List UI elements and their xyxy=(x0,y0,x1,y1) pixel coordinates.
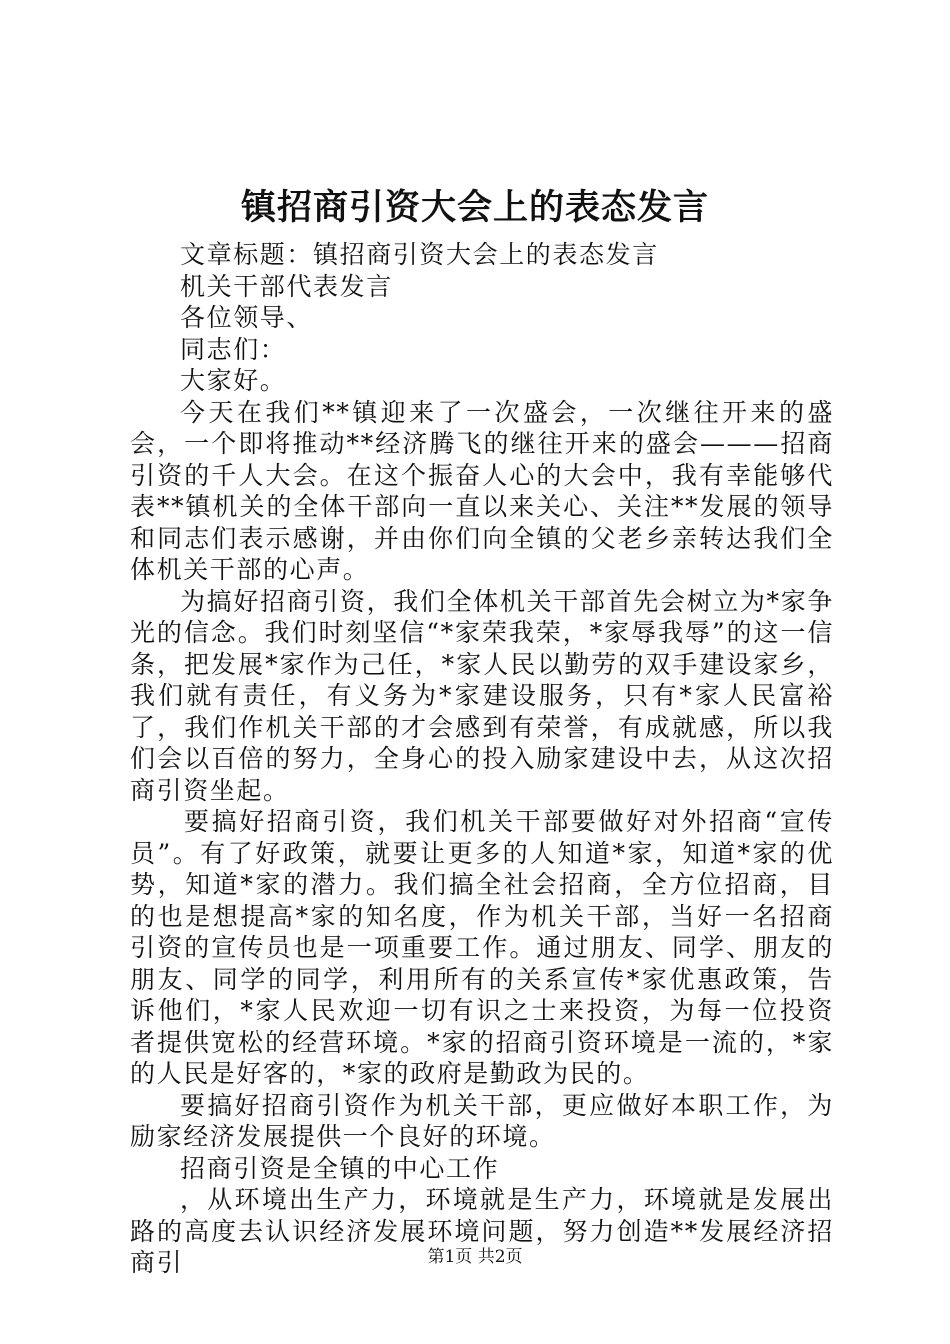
salutation-comrades: 同志们： xyxy=(180,334,287,364)
article-title-line: 文章标题：镇招商引资大会上的表态发言 xyxy=(180,240,659,269)
paragraph: 为搞好招商引资，我们全体机关干部首先会树立为*家争光的信念。我们时刻坚信“*家荣我荣，*家辱我辱”的这一信条，把发展*家作为己任，*家人民以勤劳的双手建设家乡，我们就有责任，有义务为*家建设服务，只有*家人民富裕了，我们作机关干部的才会感到有荣誉，有成就感，所以我们会以百倍的努力，全身心的投入励家建设中去，从这次招商引资坐起。 xyxy=(130,586,834,805)
paragraph: 要搞好招商引资作为机关干部，更应做好本职工作，为励家经济发展提供一个良好的环境。 xyxy=(130,1090,834,1151)
paragraph: 招商引资是全镇的中心工作 xyxy=(180,1153,500,1183)
salutation-leaders: 各位领导、 xyxy=(180,303,314,332)
page-footer: 第1页 共2页 xyxy=(427,1247,523,1267)
speaker-line: 机关干部代表发言 xyxy=(180,271,393,301)
document-title: 镇招商引资大会上的表态发言 xyxy=(240,187,709,228)
document-body xyxy=(130,239,834,1279)
paragraph: ，从环境出生产力，环境就是生产力，环境就是发展出路的高度去认识经济发展环境问题，努力创造**发展经济招商引 xyxy=(130,1185,834,1277)
paragraph: 今天在我们**镇迎来了一次盛会，一次继往开来的盛会，一个即将推动**经济腾飞的继往开来的盛会———招商引资的千人大会。在这个振奋人心的大会中，我有幸能够代表**镇机关的全体干部向一直以来关心、关注**发展的领导和同志们表示感谢，并由你们向全镇的父老乡亲转达我们全体机关干部的心声。 xyxy=(130,397,834,584)
greeting-line: 大家好。 xyxy=(180,366,287,395)
paragraph: 要搞好招商引资，我们机关干部要做好对外招商“宣传员”。有了好政策，就要让更多的人知道*家，知道*家的优势，知道*家的潜力。我们搞全社会招商，全方位招商，目的也是想提高*家的知名度，作为机关干部，当好一名招商引资的宣传员也是一项重要工作。通过朋友、同学、朋友的朋友、同学的同学，利用所有的关系宣传*家优惠政策，告诉他们，*家人民欢迎一切有识之士来投资，为每一位投资者提供宽松的经营环境。*家的招商引资环境是一流的，*家的人民是好客的，*家的政府是勤政为民的。 xyxy=(130,807,834,1088)
